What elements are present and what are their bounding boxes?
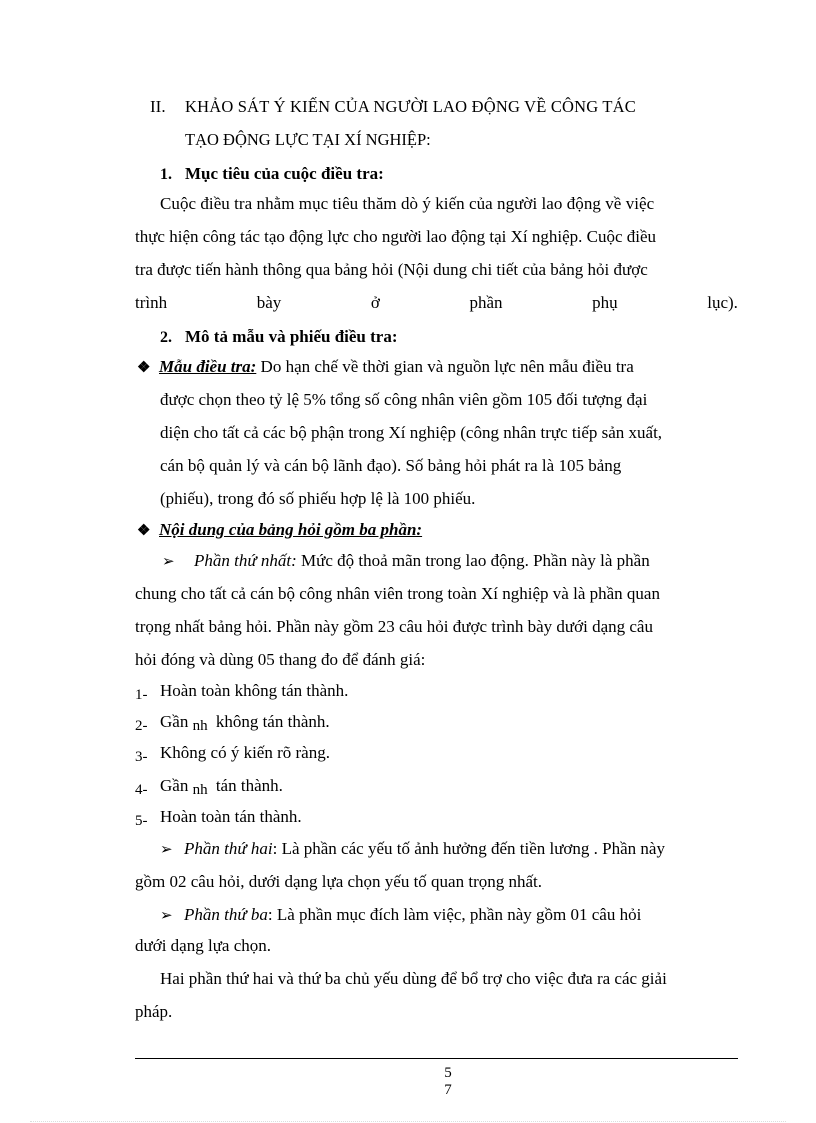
part1-line3: trọng nhất bảng hỏi. Phần này gồm 23 câu hỏi được trình bày dưới dạng câu (135, 617, 653, 636)
section-number (150, 96, 166, 118)
scale-number: 4- (135, 782, 148, 798)
part2-text: : Là phần các yếu tố ảnh hưởng đến tiền lương . Phần này (272, 839, 665, 858)
scale-number: 3- (135, 749, 148, 765)
para1-word: ở (370, 293, 380, 312)
para1-word: lục). (707, 293, 738, 312)
diamond-bullet-icon: ❖ (137, 523, 151, 539)
page-number-bottom: 7 (444, 1082, 452, 1098)
scale-sub: nh (192, 782, 208, 798)
para1-word: phần (469, 293, 503, 312)
bullet1-line2: được chọn theo tỷ lệ 5% tổng số công nhân viên gồm 105 đối tượng đại (160, 390, 648, 409)
part2-line2: gồm 02 câu hỏi, dưới dạng lựa chọn yếu tố quan trọng nhất. (135, 872, 543, 891)
scale-item (135, 742, 330, 765)
bullet2-label: Nội dung của bảng hỏi gồm ba phần: (159, 520, 423, 539)
para1-line2: thực hiện công tác tạo động lực cho người lao động tại Xí nghiệp. Cuộc điều (135, 227, 657, 246)
para1-line4 (135, 292, 738, 314)
scale-number: 5- (135, 813, 148, 829)
scale-number: 1- (135, 687, 148, 703)
para1-word: bày (256, 293, 282, 312)
part3-text: : Là phần mục đích làm việc, phần này gồm 01 câu hỏi (267, 905, 642, 924)
bullet1-line4: cán bộ quản lý và cán bộ lãnh đạo). Số bảng hỏi phát ra là 105 bảng (160, 456, 622, 475)
para1-line3: tra được tiến hành thông qua bảng hỏi (Nội dung chi tiết của bảng hỏi được (135, 260, 648, 279)
bullet1-line5: (phiếu), trong đó số phiếu hợp lệ là 100 phiếu. (160, 489, 476, 508)
arrow-bullet-icon: ➢ (160, 908, 173, 924)
para1-line1: Cuộc điều tra nhằm mục tiêu thăm dò ý kiến của người lao động về việc (160, 194, 655, 213)
section-number-text: II. (150, 97, 166, 116)
section-heading-line2: TẠO ĐỘNG LỰC TẠI XÍ NGHIỆP: (185, 130, 431, 149)
part2-line1 (160, 838, 665, 861)
subsection-1-number: 1. (160, 166, 172, 183)
part1-line4: hỏi đóng và dùng 05 thang đo để đánh giá: (135, 650, 426, 669)
part3-line1 (160, 904, 641, 927)
part1-line1 (162, 550, 650, 573)
part2-label: Phần thứ hai (184, 839, 273, 858)
subsection-1-title: Mục tiêu của cuộc điều tra: (185, 164, 384, 183)
scale-text: Hoàn toàn không tán thành. (160, 681, 349, 700)
diamond-bullet-icon: ❖ (137, 360, 151, 376)
scale-text-post: không tán thành. (211, 712, 330, 731)
part3-line2: dưới dạng lựa chọn. (135, 936, 271, 955)
scale-item (135, 775, 283, 798)
section-heading-line1: KHẢO SÁT Ý KIẾN CỦA NGƯỜI LAO ĐỘNG VỀ CÔNG TÁC (185, 97, 637, 116)
subsection-1-heading (160, 163, 384, 186)
page-number-top: 5 (444, 1065, 452, 1081)
part3-label: Phần thứ ba (184, 905, 268, 924)
scale-text: Không có ý kiến rõ ràng. (160, 743, 330, 762)
para1-word: phụ (592, 293, 618, 312)
scale-number: 2- (135, 718, 148, 734)
part1-line2: chung cho tất cả cán bộ công nhân viên trong toàn Xí nghiệp và là phần quan (135, 584, 660, 603)
arrow-bullet-icon: ➢ (160, 842, 173, 858)
part1-label: Phần thứ nhất: (194, 551, 297, 570)
scale-item (135, 806, 302, 829)
para1-word: trình (135, 293, 168, 312)
bullet2-line (137, 519, 422, 542)
scale-text: Hoàn toàn tán thành. (160, 807, 302, 826)
arrow-bullet-icon: ➢ (162, 554, 175, 570)
scale-sub: nh (192, 718, 208, 734)
bullet1-text: Do hạn chế về thời gian và nguồn lực nên mẫu điều tra (256, 357, 634, 376)
bullet1-label: Mẫu điều tra: (159, 357, 257, 376)
scale-item (135, 711, 330, 734)
bullet1-line1 (137, 356, 634, 379)
scale-text: Gần (160, 776, 193, 795)
scale-text-post: tán thành. (211, 776, 283, 795)
page-bottom-border (30, 1121, 786, 1122)
closing-line1: Hai phần thứ hai và thứ ba chủ yếu dùng để bổ trợ cho việc đưa ra các giải (160, 969, 667, 988)
scale-item (135, 680, 348, 703)
subsection-2-number: 2. (160, 329, 172, 346)
subsection-2-heading (160, 326, 398, 349)
footer-divider (135, 1058, 738, 1059)
scale-text: Gần (160, 712, 193, 731)
closing-line2: pháp. (135, 1002, 173, 1021)
part1-text: Mức độ thoả mãn trong lao động. Phần này là phần (296, 551, 650, 570)
subsection-2-title: Mô tả mẫu và phiếu điều tra: (185, 327, 398, 346)
bullet1-line3: diện cho tất cả các bộ phận trong Xí nghiệp (công nhân trực tiếp sản xuất, (160, 423, 663, 442)
